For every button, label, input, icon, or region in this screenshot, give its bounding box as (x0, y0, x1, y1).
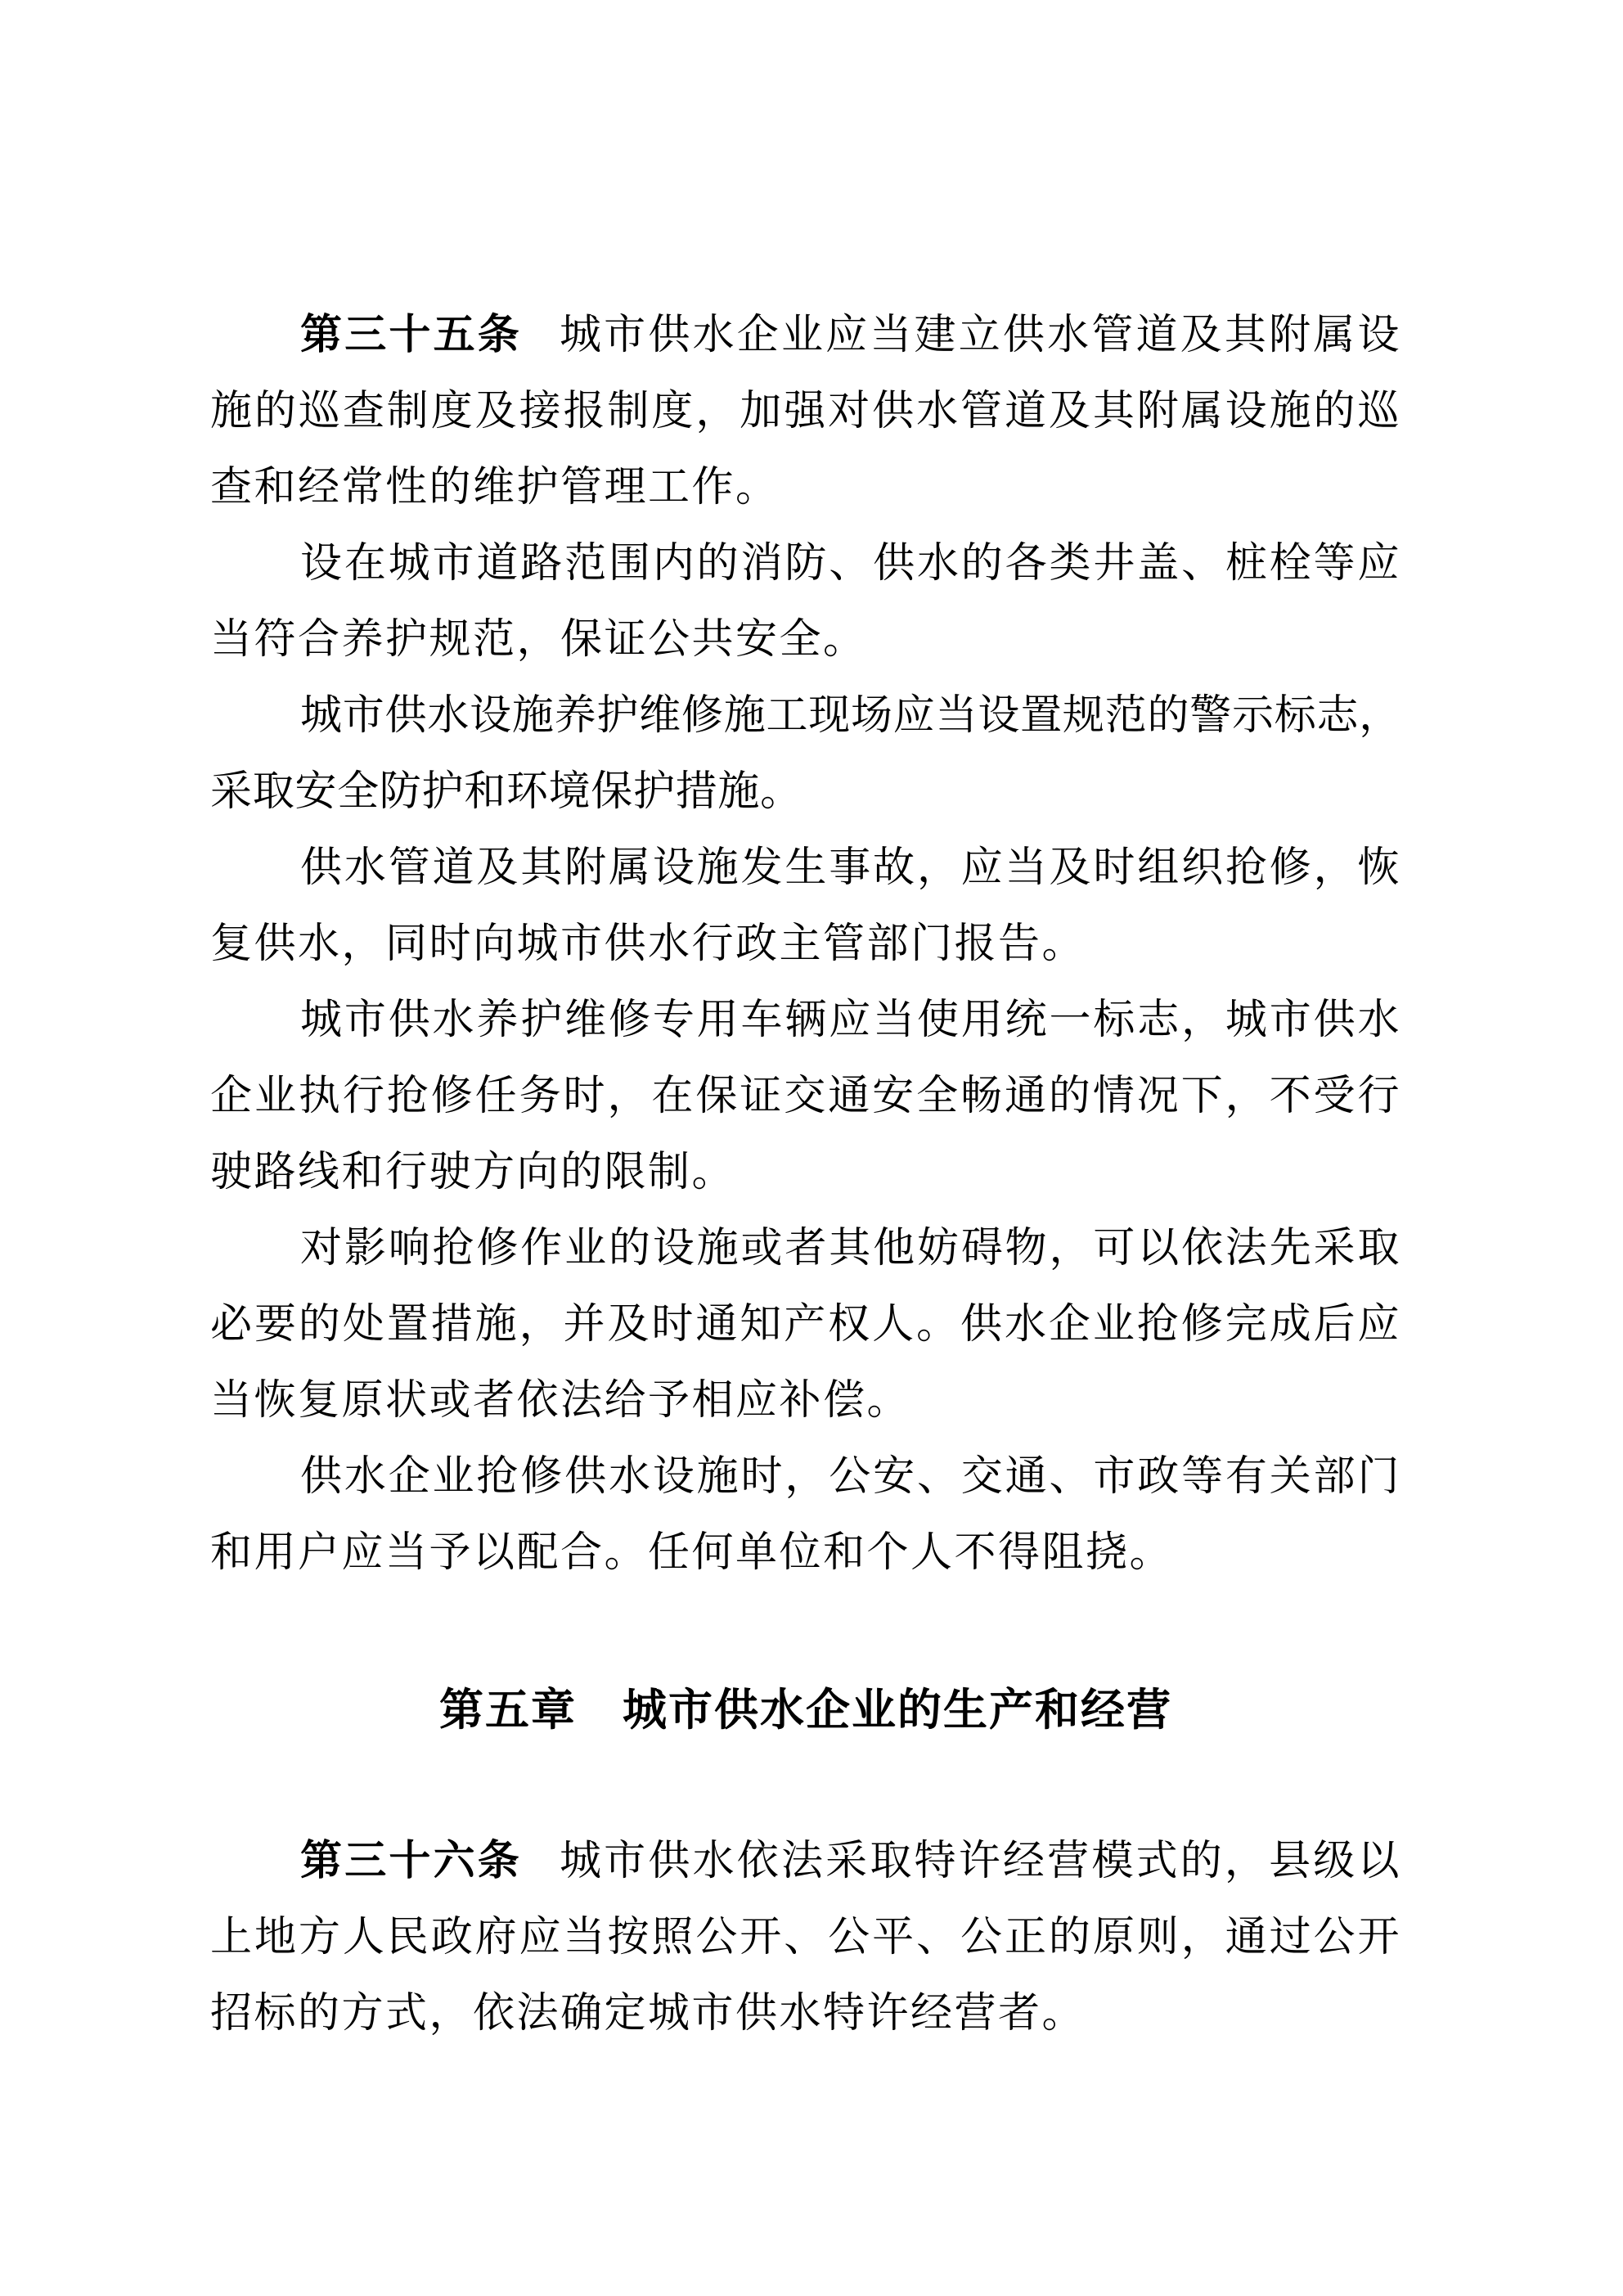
article-35-paragraph-7: 供水企业抢修供水设施时，公安、交通、市政等有关部门和用户应当予以配合。任何单位和个人不得阻挠。 (210, 1454, 1401, 1576)
article-35-number: 第三十五条 (300, 313, 522, 358)
article-35-paragraph-1 (210, 298, 1401, 526)
document-body (210, 298, 1401, 2052)
chapter-5-heading: 第五章 城市供水企业的生产和经营 (439, 1686, 1172, 1735)
article-35-paragraph-1-text: 城市供水企业应当建立供水管道及其附属设施的巡查制度及接报制度，加强对供水管道及其附属设施的巡查和经常性的维护管理工作。 (210, 313, 1401, 511)
article-35-paragraph-6: 对影响抢修作业的设施或者其他妨碍物，可以依法先采取必要的处置措施，并及时通知产权人。供水企业抢修完成后应当恢复原状或者依法给予相应补偿。 (210, 1226, 1401, 1424)
article-35-paragraph-2: 设在城市道路范围内的消防、供水的各类井盖、桩栓等应当符合养护规范，保证公共安全。 (210, 541, 1401, 663)
article-36-paragraph-1 (210, 1824, 1401, 2052)
article-35-paragraph-5: 城市供水养护维修专用车辆应当使用统一标志，城市供水企业执行抢修任务时，在保证交通安全畅通的情况下，不受行驶路线和行驶方向的限制。 (210, 997, 1401, 1195)
article-36-paragraph-1-text: 城市供水依法采取特许经营模式的，县级以上地方人民政府应当按照公开、公平、公正的原则，通过公开招标的方式，依法确定城市供水特许经营者。 (210, 1839, 1401, 2037)
article-35-paragraph-3: 城市供水设施养护维修施工现场应当设置规范的警示标志，采取安全防护和环境保护措施。 (210, 693, 1401, 815)
article-36-number: 第三十六条 (300, 1839, 522, 1884)
article-35-paragraph-4: 供水管道及其附属设施发生事故，应当及时组织抢修，恢复供水，同时向城市供水行政主管部门报告。 (210, 845, 1401, 967)
